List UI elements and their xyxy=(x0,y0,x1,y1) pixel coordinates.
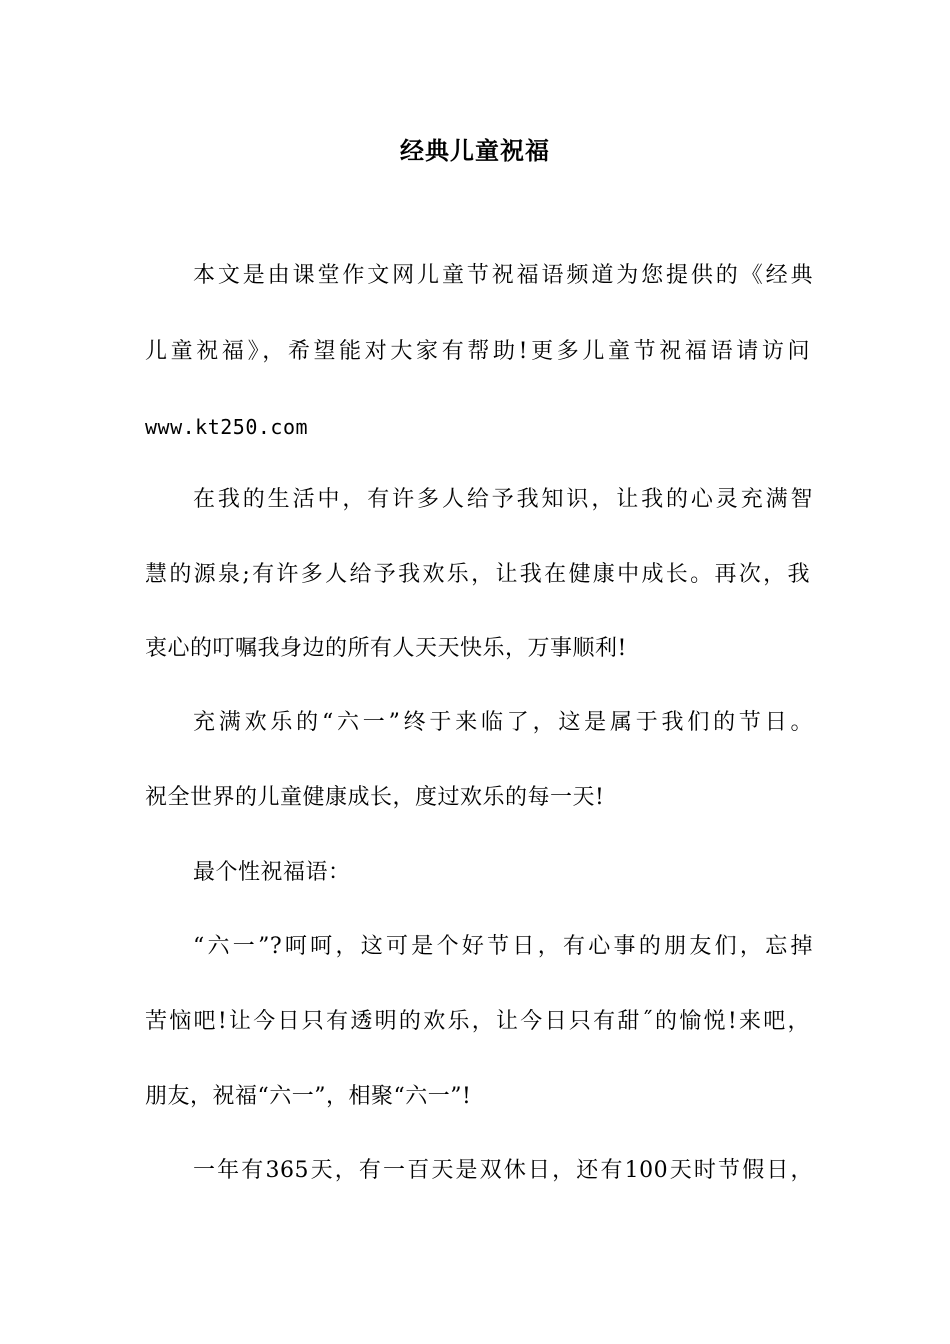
section-heading: 最个性祝福语： xyxy=(193,860,351,885)
url-line: www.kt250.com xyxy=(145,415,309,439)
paragraph-line: 在我的生活中，有许多人给予我知识，让我的心灵充满智 xyxy=(193,487,813,512)
paragraph-line: 慧的源泉;有许多人给予我欢乐，让我在健康中成长。再次，我 xyxy=(145,562,810,587)
paragraph-line: 衷心的叮嘱我身边的所有人天天快乐，万事顺利! xyxy=(145,636,627,661)
paragraph-line: 朋友，祝福“六一”，相聚“六一”! xyxy=(145,1084,472,1109)
document-title: 经典儿童祝福 xyxy=(400,136,550,165)
paragraph-line: 一年有365天，有一百天是双休日，还有100天时节假日， xyxy=(193,1158,813,1183)
paragraph-line: “六一”?呵呵，这可是个好节日，有心事的朋友们，忘掉 xyxy=(193,934,813,959)
paragraph-line: 充满欢乐的“六一”终于来临了，这是属于我们的节日。 xyxy=(193,710,813,735)
paragraph-line: 儿童祝福》，希望能对大家有帮助!更多儿童节祝福语请访问 xyxy=(145,339,810,364)
paragraph-line: 祝全世界的儿童健康成长，度过欢乐的每一天! xyxy=(145,785,605,810)
paragraph-line: 本文是由课堂作文网儿童节祝福语频道为您提供的《经典 xyxy=(193,263,813,288)
paragraph-line: 苦恼吧!让今日只有透明的欢乐，让今日只有甜˝的愉悦!来吧， xyxy=(145,1009,810,1034)
